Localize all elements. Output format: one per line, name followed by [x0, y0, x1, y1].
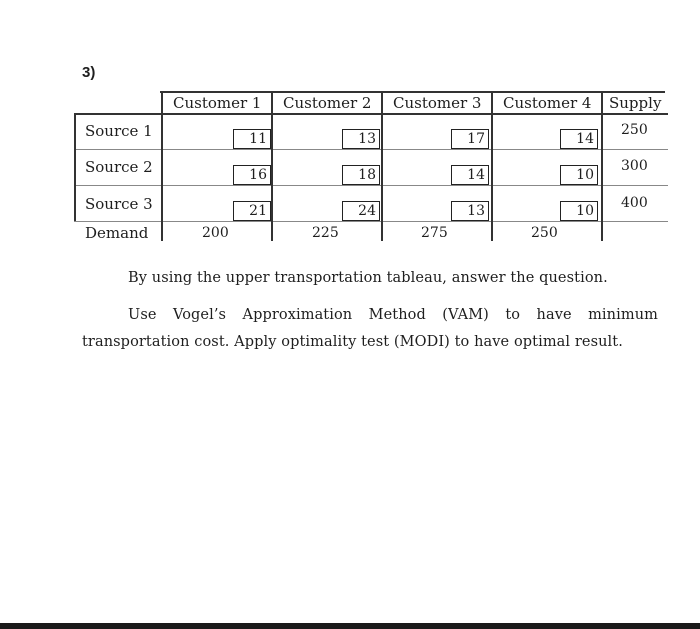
- column-header-customer-3: Customer 3: [393, 94, 482, 112]
- column-header-customer-1: Customer 1: [173, 94, 262, 112]
- demand-customer-1: 200: [202, 225, 229, 241]
- row-label-source-2: Source 2: [85, 158, 153, 176]
- column-header-customer-2: Customer 2: [283, 94, 372, 112]
- demand-customer-3: 275: [421, 225, 448, 241]
- cost-cell-s2-c1: 16: [233, 165, 271, 185]
- question-number: 3): [82, 64, 96, 81]
- body-top-line: [74, 113, 668, 115]
- column-header-supply: Supply: [609, 94, 662, 112]
- supply-source-2: 300: [621, 158, 648, 174]
- instruction-line-1: By using the upper transportation tableau, answer the question.: [128, 270, 608, 286]
- row1-bottom-line: [74, 149, 668, 150]
- row2-bottom-line: [74, 185, 668, 186]
- row-label-source-1: Source 1: [85, 122, 153, 140]
- col-divider-0: [161, 91, 163, 241]
- col-divider-4: [601, 91, 603, 241]
- cost-cell-s2-c2: 18: [342, 165, 380, 185]
- left-border: [74, 113, 76, 221]
- demand-customer-2: 225: [312, 225, 339, 241]
- cost-cell-s3-c4: 10: [560, 201, 598, 221]
- header-top-line: [160, 91, 665, 93]
- col-divider-1: [271, 91, 273, 241]
- cost-cell-s1-c2: 13: [342, 129, 380, 149]
- cost-cell-s3-c3: 13: [451, 201, 489, 221]
- col-divider-3: [491, 91, 493, 241]
- bottom-edge-bar: [0, 623, 700, 629]
- supply-source-3: 400: [621, 195, 648, 211]
- column-header-customer-4: Customer 4: [503, 94, 592, 112]
- col-divider-2: [381, 91, 383, 241]
- cost-cell-s1-c4: 14: [560, 129, 598, 149]
- cost-cell-s1-c1: 11: [233, 129, 271, 149]
- cost-cell-s3-c1: 21: [233, 201, 271, 221]
- cost-cell-s3-c2: 24: [342, 201, 380, 221]
- supply-source-1: 250: [621, 122, 648, 138]
- row-label-demand: Demand: [85, 224, 149, 242]
- instruction-line-3: transportation cost. Apply optimality test (MODI) to have optimal result.: [82, 334, 623, 350]
- demand-customer-4: 250: [531, 225, 558, 241]
- row3-bottom-line: [74, 221, 668, 222]
- cost-cell-s2-c4: 10: [560, 165, 598, 185]
- cost-cell-s1-c3: 17: [451, 129, 489, 149]
- row-label-source-3: Source 3: [85, 195, 153, 213]
- instruction-line-2: Use Vogel’s Approximation Method (VAM) to have minimum: [128, 307, 658, 323]
- cost-cell-s2-c3: 14: [451, 165, 489, 185]
